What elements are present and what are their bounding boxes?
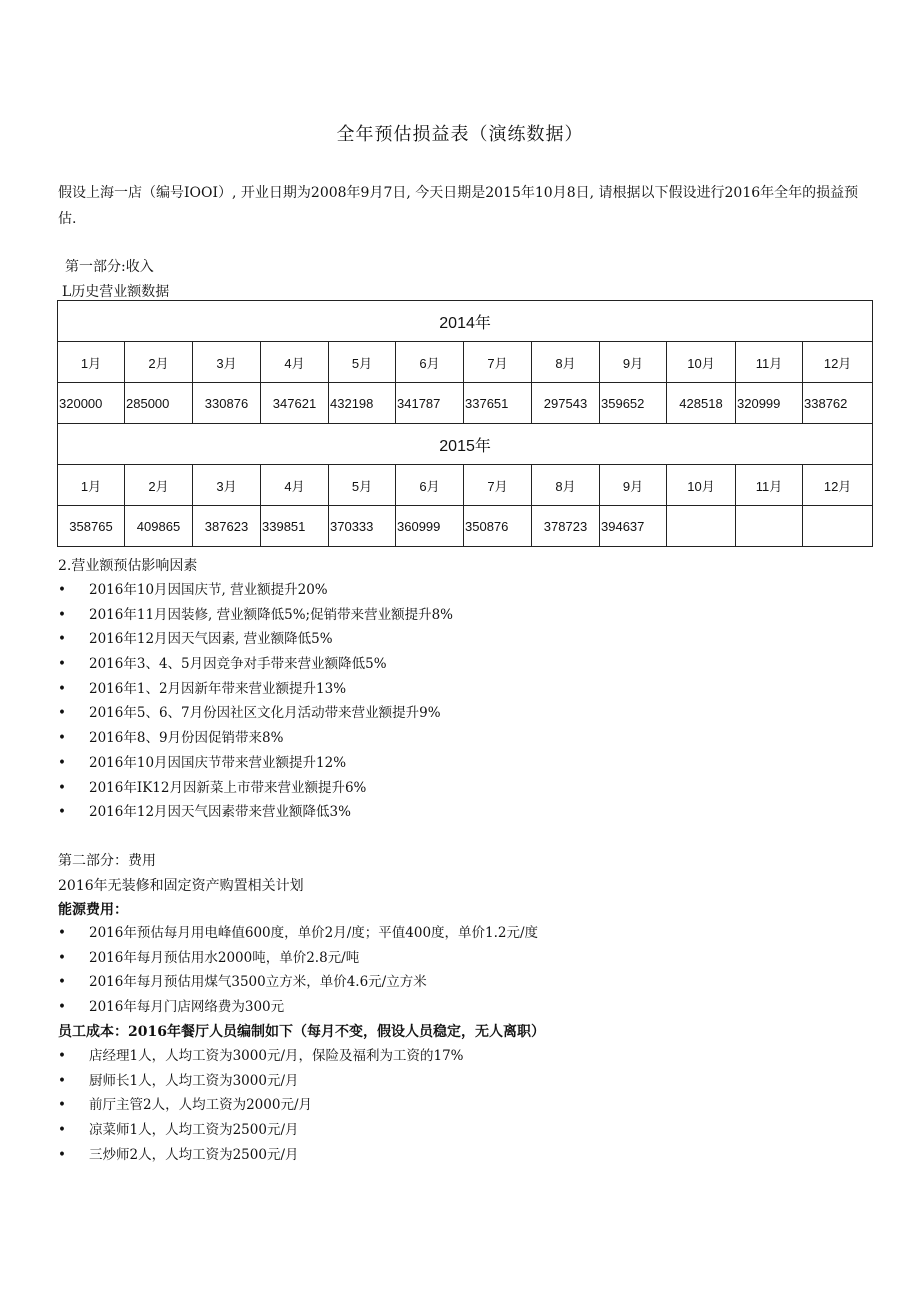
list-item: • 2016年8、9月份因促销带来8% xyxy=(58,726,453,751)
value-cell: 320999 xyxy=(736,383,803,424)
month-cell: 6月 xyxy=(396,342,464,383)
bullet-icon: • xyxy=(58,754,66,771)
month-cell: 4月 xyxy=(261,465,329,506)
list-item: • 2016年11月因装修, 营业额降低5%;促销带来营业额提升8% xyxy=(58,603,453,628)
month-cell: 5月 xyxy=(329,342,396,383)
list-item: • 2016年IK12月因新菜上市带来营业额提升6% xyxy=(58,776,453,801)
part2-heading: 第二部分：费用 xyxy=(58,853,156,869)
list-item: • 2016年每月门店网络费为300元 xyxy=(58,995,538,1020)
value-cell: 341787 xyxy=(396,383,464,424)
value-cell: 337651 xyxy=(464,383,532,424)
bullet-icon: • xyxy=(58,730,66,747)
list-item: • 厨师长1人，人均工资为3000元/月 xyxy=(58,1069,464,1094)
history-data-heading: L历史营业额数据 xyxy=(62,284,170,300)
value-cell: 350876 xyxy=(464,506,532,547)
asset-plan-line: 2016年无装修和固定资产购置相关计划 xyxy=(58,878,304,894)
month-cell: 1月 xyxy=(58,342,125,383)
month-cell: 4月 xyxy=(261,342,329,383)
part1-heading: 第一部分:收入 xyxy=(65,259,154,275)
bullet-icon: • xyxy=(58,1122,66,1139)
value-cell xyxy=(667,506,736,547)
bullet-icon: • xyxy=(58,1048,66,1064)
bullet-icon: • xyxy=(58,974,66,991)
month-cell: 7月 xyxy=(464,465,532,506)
month-cell: 2月 xyxy=(125,465,193,506)
month-cell: 12月 xyxy=(803,465,873,506)
bullet-icon: • xyxy=(58,582,66,598)
month-cell: 5月 xyxy=(329,465,396,506)
month-cell: 11月 xyxy=(736,342,803,383)
bullet-icon: • xyxy=(58,779,66,796)
list-item: • 2016年每月预估用水2000吨，单价2.8元/吨 xyxy=(58,946,538,971)
month-cell: 11月 xyxy=(736,465,803,506)
factors-list xyxy=(58,578,453,825)
value-cell: 339851 xyxy=(261,506,329,547)
month-cell: 7月 xyxy=(464,342,532,383)
value-cell xyxy=(736,506,803,547)
list-item: • 2016年10月因国庆节带来营业额提升12% xyxy=(58,751,453,776)
value-cell xyxy=(803,506,873,547)
value-cell: 378723 xyxy=(532,506,600,547)
bullet-icon: • xyxy=(58,1097,66,1114)
list-item: • 2016年1、2月因新年带来营业额提升13% xyxy=(58,677,453,702)
month-cell: 9月 xyxy=(600,342,667,383)
value-cell: 360999 xyxy=(396,506,464,547)
value-cell: 285000 xyxy=(125,383,193,424)
list-item: • 2016年12月因天气因素, 营业额降低5% xyxy=(58,627,453,652)
energy-cost-list xyxy=(58,921,538,1020)
month-cell: 1月 xyxy=(58,465,125,506)
bullet-icon: • xyxy=(58,656,66,673)
list-item: • 2016年预估每月用电峰值600度，单价2月/度；平值400度，单价1.2元/度 xyxy=(58,921,538,946)
month-cell: 10月 xyxy=(667,465,736,506)
value-cell: 428518 xyxy=(667,383,736,424)
list-item: • 2016年每月预估用煤气3500立方米，单价4.6元/立方米 xyxy=(58,970,538,995)
list-item: • 2016年12月因天气因素带来营业额降低3% xyxy=(58,800,453,825)
revenue-history-table xyxy=(57,300,873,547)
month-cell: 8月 xyxy=(532,342,600,383)
bullet-icon: • xyxy=(58,680,66,697)
month-cell: 3月 xyxy=(193,465,261,506)
bullet-icon: • xyxy=(58,1146,66,1163)
list-item: • 2016年10月因国庆节, 营业额提升20% xyxy=(58,578,453,603)
bullet-icon: • xyxy=(58,999,66,1016)
list-item: • 三炒师2人，人均工资为2500元/月 xyxy=(58,1143,464,1168)
month-header-row-2015 xyxy=(58,465,873,506)
value-cell: 370333 xyxy=(329,506,396,547)
bullet-icon: • xyxy=(58,705,66,722)
value-cell: 409865 xyxy=(125,506,193,547)
month-cell: 6月 xyxy=(396,465,464,506)
list-item: • 凉菜师1人，人均工资为2500元/月 xyxy=(58,1118,464,1143)
month-cell: 2月 xyxy=(125,342,193,383)
bullet-icon: • xyxy=(58,1072,66,1089)
list-item: • 店经理1人，人均工资为3000元/月，保险及福利为工资的17% xyxy=(58,1044,464,1069)
staff-cost-heading: 员工成本：2016年餐厅人员编制如下（每月不变，假设人员稳定，无人离职） xyxy=(58,1024,545,1040)
values-row-2014 xyxy=(58,383,873,424)
month-cell: 9月 xyxy=(600,465,667,506)
list-item: • 2016年3、4、5月因竞争对手带来营业额降低5% xyxy=(58,652,453,677)
factors-heading: 2.营业额预估影响因素 xyxy=(58,558,198,574)
value-cell: 347621 xyxy=(261,383,329,424)
intro-paragraph: 假设上海一店（编号IOOI）, 开业日期为2008年9月7日, 今天日期是2015年10月8日, 请根据以下假设进行2016年全年的损益预估. xyxy=(58,185,859,227)
staff-cost-list xyxy=(58,1044,464,1167)
month-header-row-2014 xyxy=(58,342,873,383)
year-2015-header: 2015年 xyxy=(58,424,873,465)
value-cell: 432198 xyxy=(329,383,396,424)
bullet-icon: • xyxy=(58,925,66,941)
bullet-icon: • xyxy=(58,631,66,648)
value-cell: 338762 xyxy=(803,383,873,424)
value-cell: 359652 xyxy=(600,383,667,424)
bullet-icon: • xyxy=(58,606,66,623)
month-cell: 8月 xyxy=(532,465,600,506)
value-cell: 330876 xyxy=(193,383,261,424)
energy-cost-heading: 能源费用： xyxy=(58,902,128,918)
month-cell: 3月 xyxy=(193,342,261,383)
value-cell: 394637 xyxy=(600,506,667,547)
value-cell: 358765 xyxy=(58,506,125,547)
value-cell: 297543 xyxy=(532,383,600,424)
value-cell: 320000 xyxy=(58,383,125,424)
document-title: 全年预估损益表（演练数据） xyxy=(336,124,584,145)
value-cell: 387623 xyxy=(193,506,261,547)
bullet-icon: • xyxy=(58,949,66,966)
values-row-2015 xyxy=(58,506,873,547)
bullet-icon: • xyxy=(58,804,66,821)
month-cell: 12月 xyxy=(803,342,873,383)
list-item: • 2016年5、6、7月份因社区文化月活动带来营业额提升9% xyxy=(58,701,453,726)
list-item: • 前厅主管2人，人均工资为2000元/月 xyxy=(58,1093,464,1118)
month-cell: 10月 xyxy=(667,342,736,383)
year-2014-header: 2014年 xyxy=(58,301,873,342)
